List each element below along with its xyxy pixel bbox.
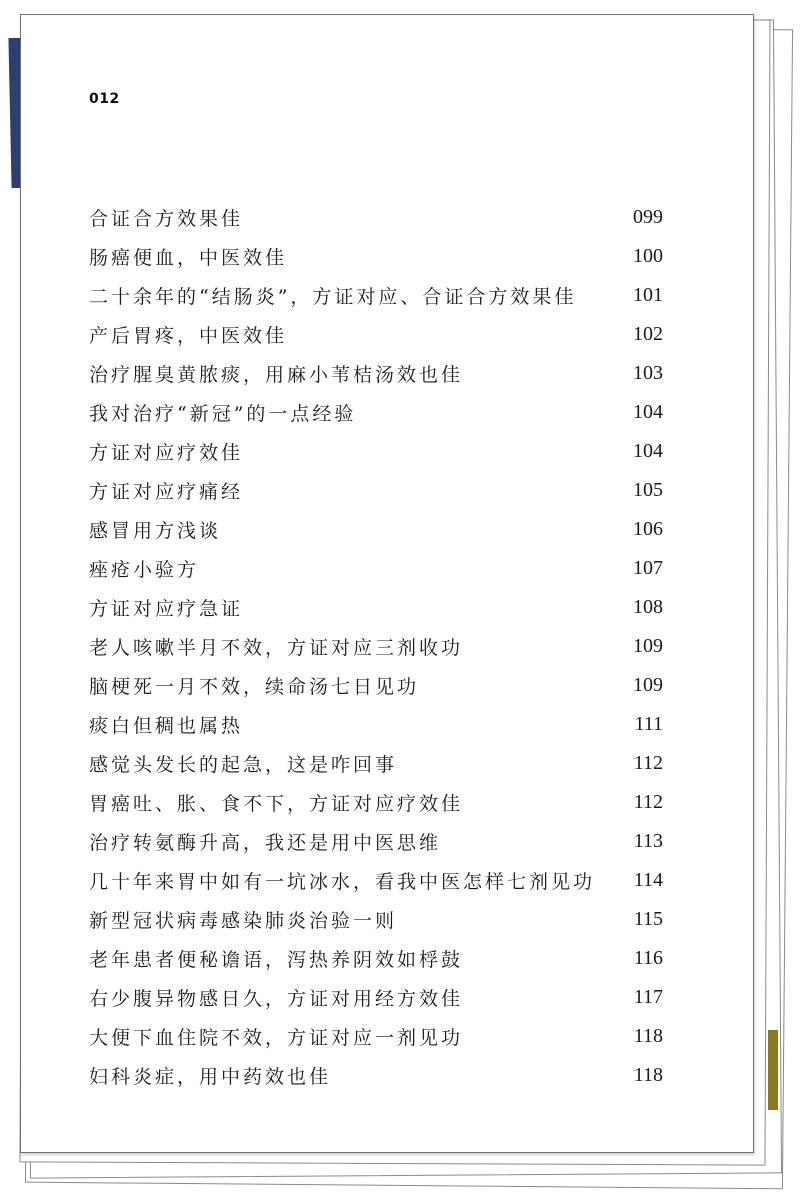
toc-entry-page: 118	[633, 1064, 663, 1086]
book-cover-edge-olive	[768, 1030, 778, 1110]
toc-entry-title: 治疗转氨酶升高，我还是用中医思维	[89, 832, 442, 854]
toc-entry-page: 112	[633, 791, 663, 813]
toc-entry-page: 116	[633, 947, 663, 969]
toc-entry	[89, 315, 663, 354]
toc-entry-page: 109	[633, 635, 663, 657]
toc-entry	[89, 783, 663, 822]
toc-entry-title: 新型冠状病毒感染肺炎治验一则	[89, 910, 398, 932]
toc-entry	[89, 354, 663, 393]
table-of-contents	[89, 198, 663, 1095]
toc-entry-title: 方证对应疗效佳	[89, 442, 244, 464]
toc-entry	[89, 744, 663, 783]
toc-entry-page: 103	[633, 362, 663, 384]
toc-entry	[89, 900, 663, 939]
toc-entry-title: 肠癌便血，中医效佳	[89, 247, 288, 269]
toc-entry	[89, 627, 663, 666]
toc-entry-title: 右少腹异物感日久，方证对用经方效佳	[89, 988, 464, 1010]
toc-entry-page: 118	[633, 1025, 663, 1047]
toc-entry-page: 115	[633, 908, 663, 930]
toc-entry	[89, 393, 663, 432]
toc-entry	[89, 471, 663, 510]
toc-entry-page: 105	[633, 479, 663, 501]
toc-entry-page: 108	[633, 596, 663, 618]
toc-entry	[89, 666, 663, 705]
toc-entry	[89, 588, 663, 627]
toc-entry-title: 老人咳嗽半月不效，方证对应三剂收功	[89, 637, 464, 659]
toc-entry	[89, 432, 663, 471]
toc-entry-page: 112	[633, 752, 663, 774]
toc-entry-page: 100	[633, 245, 663, 267]
toc-entry-title: 胃癌吐、胀、食不下，方证对应疗效佳	[89, 793, 464, 815]
toc-entry	[89, 978, 663, 1017]
toc-entry-title: 产后胃疼，中医效佳	[89, 325, 288, 347]
toc-entry	[89, 705, 663, 744]
toc-entry-page: 104	[633, 401, 663, 423]
contents-page	[20, 14, 754, 1153]
page-number: 012	[89, 91, 120, 107]
toc-entry-page: 113	[633, 830, 663, 852]
toc-entry-title: 方证对应疗痛经	[89, 481, 244, 503]
toc-entry-page: 106	[633, 518, 663, 540]
toc-entry-page: 102	[633, 323, 663, 345]
toc-entry-page: 104	[633, 440, 663, 462]
toc-entry-title: 几十年来胃中如有一坑冰水，看我中医怎样七剂见功	[89, 871, 596, 893]
toc-entry-page: 101	[633, 284, 663, 306]
toc-entry	[89, 198, 663, 237]
toc-entry	[89, 1056, 663, 1095]
toc-entry	[89, 549, 663, 588]
toc-entry	[89, 1017, 663, 1056]
toc-entry-title: 合证合方效果佳	[89, 208, 244, 230]
toc-entry-title: 老年患者便秘谵语，泻热养阴效如桴鼓	[89, 949, 464, 971]
toc-entry	[89, 237, 663, 276]
toc-entry-title: 二十余年的“结肠炎”，方证对应、合证合方效果佳	[89, 286, 577, 308]
toc-entry-title: 痤疮小验方	[89, 559, 200, 581]
toc-entry-page: 114	[633, 869, 663, 891]
toc-entry	[89, 939, 663, 978]
toc-entry-title: 我对治疗“新冠”的一点经验	[89, 403, 357, 425]
toc-entry-title: 感觉头发长的起急，这是咋回事	[89, 754, 398, 776]
toc-entry-page: 099	[633, 206, 663, 228]
toc-entry-page: 107	[633, 557, 663, 579]
toc-entry-title: 治疗腥臭黄脓痰，用麻小苇桔汤效也佳	[89, 364, 464, 386]
toc-entry-page: 111	[634, 713, 663, 735]
toc-entry-page: 117	[633, 986, 663, 1008]
toc-entry	[89, 861, 663, 900]
toc-entry-title: 感冒用方浅谈	[89, 520, 222, 542]
toc-entry-title: 大便下血住院不效，方证对应一剂见功	[89, 1027, 464, 1049]
toc-entry-title: 脑梗死一月不效，续命汤七日见功	[89, 676, 420, 698]
toc-entry	[89, 510, 663, 549]
toc-entry-title: 方证对应疗急证	[89, 598, 244, 620]
toc-entry	[89, 276, 663, 315]
toc-entry	[89, 822, 663, 861]
toc-entry-title: 妇科炎症，用中药效也佳	[89, 1066, 332, 1088]
toc-entry-title: 痰白但稠也属热	[89, 715, 244, 737]
toc-entry-page: 109	[633, 674, 663, 696]
